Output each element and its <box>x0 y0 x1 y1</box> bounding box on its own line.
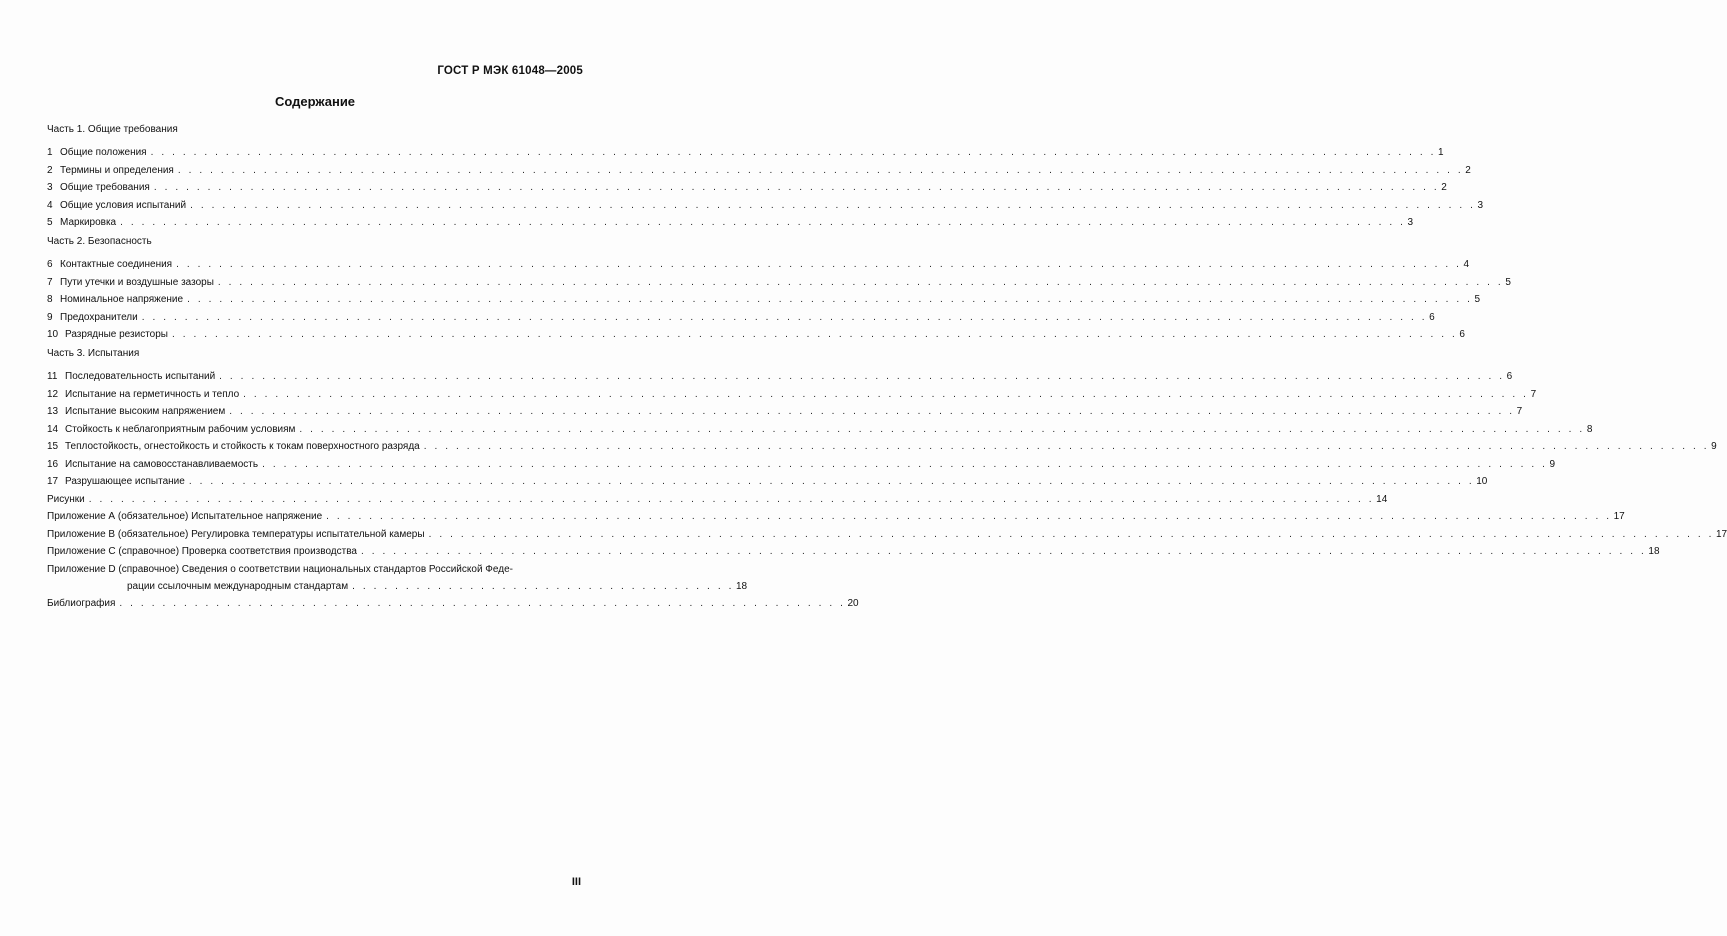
toc-entry-page: 6 <box>1506 371 1513 382</box>
toc-entry[interactable] <box>47 493 1388 506</box>
toc-entry-page: 3 <box>1477 199 1484 211</box>
toc-leader-dots: . . . . . . . . . . . . . . . . . . . . . . . . . . . . . . . . . . . . <box>352 580 734 592</box>
toc-entry-text: Приложение D (справочное) Сведения о соответствии национальных стандартов Российской Феде- <box>47 563 513 575</box>
toc-entry-text: Номинальное напряжение <box>60 294 184 305</box>
toc-entry-page: 9 <box>1711 441 1717 452</box>
toc-entry-page: 3 <box>1407 217 1414 228</box>
toc-part2-list <box>47 259 1511 341</box>
document-header: ГОСТ Р МЭК 61048—2005 <box>437 65 583 77</box>
toc-entry-number: 2 <box>47 164 53 176</box>
toc-leader-dots: . . . . . . . . . . . . . . . . . . . . . . . . . . . . . . . . . . . . . . . . . . . . . . . . . . . . . . . . . . . . . . . . . . . . . . . . . . . . . . . . . . . . . . . . . . . . . . . . . . . . . . . . . . . . . . . . . . . . . . . . <box>150 147 1437 158</box>
toc-leader-dots: . . . . . . . . . . . . . . . . . . . . . . . . . . . . . . . . . . . . . . . . . . . . . . . . . . . . . . . . . . . . . . . . . . . . . . . . . . . . . . . . . . . . . . . . . . . . . . . . . . . . . . . . . . . . . . . . . . . . . . . . <box>188 476 1475 487</box>
toc-leader-dots: . . . . . . . . . . . . . . . . . . . . . . . . . . . . . . . . . . . . . . . . . . . . . . . . . . . . . . . . . . . . . . . . . . . . . . . . . . . . . . . . . . . . . . . . . . . . . . . . . . . . . . . . . . . . . . . . . . . . . . . . <box>219 371 1505 382</box>
toc-entry-appendix-d[interactable] <box>47 563 748 593</box>
toc-entry-page: 10 <box>1476 476 1488 487</box>
toc-entry-text: Рисунки <box>47 493 85 505</box>
toc-entry-number: 16 <box>47 458 59 470</box>
toc-entry-number: 13 <box>47 406 59 417</box>
toc-entry-text: Испытание высоким напряжением <box>65 406 226 417</box>
toc-leader-dots: . . . . . . . . . . . . . . . . . . . . . . . . . . . . . . . . . . . . . . . . . . . . . . . . . . . . . . . . . . . . . . . . . . . . . . . . . . . . . . . . . . . . . . . . . . . . . . . . . . . . . . . . . . . . . . . . . . . . . . . . <box>153 182 1440 193</box>
toc-entry-text: Общие условия испытаний <box>60 199 187 211</box>
toc-entry-page: 5 <box>1474 294 1481 305</box>
toc-entry[interactable] <box>47 511 1625 523</box>
toc-part-heading: Часть 2. Безопасность <box>47 236 152 247</box>
toc-part3-list <box>47 371 1717 488</box>
toc-entry[interactable] <box>47 329 1465 341</box>
toc-entry-page: 14 <box>1376 493 1388 505</box>
toc-entry-number: 1 <box>47 147 53 158</box>
toc-part-heading: Часть 3. Испытания <box>47 348 140 359</box>
toc-entry-number: 12 <box>47 388 59 400</box>
toc-entry-page: 6 <box>1459 329 1465 340</box>
toc-entry-number: 15 <box>47 441 59 452</box>
toc-entry-page: 9 <box>1549 458 1556 470</box>
toc-leader-dots: . . . . . . . . . . . . . . . . . . . . . . . . . . . . . . . . . . . . . . . . . . . . . . . . . . . . . . . . . . . . . . . . . . . . . . . . . . . . . . . . . . . . . . . . . . . . . . . . . . . . . . . . . . . . . . . . . . . . . . . . <box>299 423 1585 435</box>
toc-entry-text: Испытание на самовосстанавливаемость <box>65 458 259 470</box>
toc-entry[interactable] <box>47 528 1727 541</box>
toc-leader-dots: . . . . . . . . . . . . . . . . . . . . . . . . . . . . . . . . . . . . . . . . . . . . . . . . . . . . . . . . . . . . . . . . . . . . . . . . . . . . . . . . . . . . . . . . . . . . . . . . . . . . . . . . . . . . . . . . . . . . . . . . <box>190 199 1476 211</box>
toc-entry-number: 10 <box>47 329 59 340</box>
toc-entry-text: Термины и определения <box>60 164 174 176</box>
toc-part-heading: Часть 1. Общие требования <box>47 124 178 135</box>
toc-entry-number: 9 <box>47 311 53 323</box>
toc-entry[interactable] <box>47 458 1556 471</box>
table-of-contents <box>47 124 1727 616</box>
toc-leader-dots: . . . . . . . . . . . . . . . . . . . . . . . . . . . . . . . . . . . . . . . . . . . . . . . . . . . . . . . . . . . . . . . . . . . . . . . . . . . . . . . . . . . . . . . . . . . . . . . . . . . . . . . . . . . . . . . . . . . . . . . . <box>120 217 1406 228</box>
toc-entry-number: 14 <box>47 423 59 435</box>
toc-leader-dots: . . . . . . . . . . . . . . . . . . . . . . . . . . . . . . . . . . . . . . . . . . . . . . . . . . . . . . . . . . . . . . . . . . . . . . . . . . . . . . . . . . . . . . . . . . . . . . . . . . . . . . . . . . . . . . . . . . . . . . . . <box>171 329 1458 340</box>
toc-entry-text: Приложение А (обязательное) Испытательное напряжение <box>47 511 323 522</box>
toc-entry-page: 18 <box>1648 546 1660 557</box>
toc-entry[interactable] <box>47 217 1414 229</box>
toc-entry[interactable] <box>47 371 1513 383</box>
toc-entry[interactable] <box>47 276 1511 289</box>
toc-leader-dots: . . . . . . . . . . . . . . . . . . . . . . . . . . . . . . . . . . . . . . . . . . . . . . . . . . . . . . . . . . . . . . . . . . . . . . . . . . . . . . . . . . . . . . . . . . . . . . . . . . . . . . . . . . . . . . . . . . . . . . . . <box>141 311 1428 323</box>
toc-entry-bibliography[interactable] <box>47 598 859 610</box>
toc-entry-text: Контактные соединения <box>60 259 173 270</box>
toc-entry-text: Стойкость к неблагоприятным рабочим условиям <box>65 423 296 435</box>
toc-entry-page: 1 <box>1438 147 1444 158</box>
toc-entry-page: 7 <box>1530 388 1537 400</box>
toc-leader-dots: . . . . . . . . . . . . . . . . . . . . . . . . . . . . . . . . . . . . . . . . . . . . . . . . . . . . . . . . . . . . . . . . . . . . . . . . . . . . . . . . . . . . . . . . . . . . . . . . . . . . . . . . . . . . . . . . . . . . . . . . <box>360 546 1647 557</box>
toc-leader-dots: . . . . . . . . . . . . . . . . . . . . . . . . . . . . . . . . . . . . . . . . . . . . . . . . . . . . . . . . . . . . . . . . . . . . . . . . . . . . . . . . . . . . . . . . . . . . . . . . . . . . . . . . . . . . . . . . . . . . . . . . <box>229 406 1515 417</box>
toc-entry[interactable] <box>47 311 1435 324</box>
toc-entry[interactable] <box>47 441 1717 453</box>
toc-entry[interactable] <box>47 406 1523 418</box>
toc-entry-text: Теплостойкость, огнестойкость и стойкость к токам поверхностного разряда <box>65 441 420 452</box>
toc-entry[interactable] <box>47 476 1488 488</box>
toc-extras-list <box>47 493 1727 559</box>
toc-entry-text: Приложение С (справочное) Проверка соответствия производства <box>47 546 357 557</box>
toc-entry-page: 7 <box>1516 406 1523 417</box>
toc-entry[interactable] <box>47 147 1444 159</box>
toc-entry-number: 4 <box>47 199 53 211</box>
toc-entry-text: Последовательность испытаний <box>65 371 216 382</box>
toc-entry[interactable] <box>47 199 1484 212</box>
toc-entry-text: рации ссылочным международным стандартам <box>127 580 349 592</box>
toc-leader-dots: . . . . . . . . . . . . . . . . . . . . . . . . . . . . . . . . . . . . . . . . . . . . . . . . . . . . . . . . . . . . . . . . . . . . . . . . . . . . . . . . . . . . . . . . . . . . . . . . . . . . . . . . . . . . . . . . . . . . . . . . <box>187 294 1473 305</box>
toc-entry[interactable] <box>47 259 1470 271</box>
toc-entry-page: 17 <box>1715 528 1727 540</box>
toc-entry-text: Маркировка <box>60 217 117 228</box>
toc-entry-text: Предохранители <box>60 311 138 323</box>
toc-leader-dots: . . . . . . . . . . . . . . . . . . . . . . . . . . . . . . . . . . . . . . . . . . . . . . . . . . . . . . . . . . . . . . . . . . . . . . . . . . . . . . . . . . . . . . . . . . . . . . . . . . . . . . . . . . . . . . . . . . . . . . . . <box>423 441 1710 452</box>
toc-entry[interactable] <box>47 388 1537 401</box>
page-title: Содержание <box>274 94 356 109</box>
toc-entry-page: 17 <box>1613 511 1625 522</box>
toc-entry-number: 8 <box>47 294 53 305</box>
toc-leader-dots: . . . . . . . . . . . . . . . . . . . . . . . . . . . . . . . . . . . . . . . . . . . . . . . . . . . . . . . . . . . . . . . . . . . . . . . . . . . . . . . . . . . . . . . . . . . . . . . . . . . . . . . . . . . . . . . . . . . . . . . . <box>88 493 1375 505</box>
toc-entry[interactable] <box>47 164 1471 177</box>
toc-entry-text: Испытание на герметичность и тепло <box>65 388 240 400</box>
toc-part1-list <box>47 147 1484 229</box>
toc-entry[interactable] <box>47 182 1447 194</box>
toc-entry-page: 6 <box>1429 311 1435 323</box>
toc-leader-dots: . . . . . . . . . . . . . . . . . . . . . . . . . . . . . . . . . . . . . . . . . . . . . . . . . . . . . . . . . . . . . . . . . . . . . . . . . . . . . . . . . . . . . . . . . . . . . . . . . . . . . . . . . . . . . . . . . . . . . . . . <box>217 276 1504 288</box>
toc-leader-dots: . . . . . . . . . . . . . . . . . . . . . . . . . . . . . . . . . . . . . . . . . . . . . . . . . . . . . . . . . . . . . . . . . . . . . . . . . . . . . . . . . . . . . . . . . . . . . . . . . . . . . . . . . . . . . . . . . . . . . . . . <box>262 458 1548 470</box>
toc-entry-page: 5 <box>1505 276 1511 288</box>
toc-entry-number: 5 <box>47 217 53 228</box>
toc-entry-text: Библиография <box>47 598 116 609</box>
toc-entry-number: 3 <box>47 182 53 193</box>
page-number: III <box>571 876 581 888</box>
toc-entry-number: 17 <box>47 476 59 487</box>
toc-entry-number: 6 <box>47 259 53 270</box>
toc-entry-text: Разрушающее испытание <box>65 476 185 487</box>
toc-entry-page: 20 <box>847 598 859 609</box>
toc-entry-page: 2 <box>1441 182 1447 193</box>
toc-entry-number: 11 <box>47 371 58 382</box>
toc-leader-dots: . . . . . . . . . . . . . . . . . . . . . . . . . . . . . . . . . . . . . . . . . . . . . . . . . . . . . . . . . . . . . . . . . . . . . . . . . . . . . . . . . . . . . . . . . . . . . . . . . . . . . . . . . . . . . . . . . . . . . . . . <box>326 511 1612 522</box>
toc-leader-dots: . . . . . . . . . . . . . . . . . . . . . . . . . . . . . . . . . . . . . . . . . . . . . . . . . . . . . . . . . . . . . . . . . . . . . . . . . . . . . . . . . . . . . . . . . . . . . . . . . . . . . . . . . . . . . . . . . . . . . . . . <box>177 164 1464 176</box>
toc-leader-dots: . . . . . . . . . . . . . . . . . . . . . . . . . . . . . . . . . . . . . . . . . . . . . . . . . . . . . . . . . . . . . . . . . . . . . . . . . . . . . . . . . . . . . . . . . . . . . . . . . . . . . . . . . . . . . . . . . . . . . . . . <box>428 528 1714 540</box>
toc-entry-text: Разрядные резисторы <box>65 329 168 340</box>
toc-entry-page: 4 <box>1463 259 1470 270</box>
toc-entry-text: Общие требования <box>60 182 150 193</box>
toc-leader-dots: . . . . . . . . . . . . . . . . . . . . . . . . . . . . . . . . . . . . . . . . . . . . . . . . . . . . . . . . . . . . . . . . . . . . . . . . . . . . . . . . . . . . . . . . . . . . . . . . . . . . . . . . . . . . . . . . . . . . . . . . <box>176 259 1462 270</box>
toc-leader-dots: . . . . . . . . . . . . . . . . . . . . . . . . . . . . . . . . . . . . . . . . . . . . . . . . . . . . . . . . . . . . . . . . . . . . <box>119 598 846 609</box>
toc-leader-dots: . . . . . . . . . . . . . . . . . . . . . . . . . . . . . . . . . . . . . . . . . . . . . . . . . . . . . . . . . . . . . . . . . . . . . . . . . . . . . . . . . . . . . . . . . . . . . . . . . . . . . . . . . . . . . . . . . . . . . . . . <box>243 388 1529 400</box>
toc-entry-text: Пути утечки и воздушные зазоры <box>60 276 214 288</box>
toc-entry[interactable] <box>47 294 1481 306</box>
toc-entry-number: 7 <box>47 276 53 288</box>
toc-entry-text: Приложение В (обязательное) Регулировка температуры испытательной камеры <box>47 528 425 540</box>
toc-entry-page: 8 <box>1586 423 1593 435</box>
toc-entry[interactable] <box>47 546 1660 558</box>
toc-entry-page: 18 <box>735 580 748 592</box>
toc-entry-text: Общие положения <box>60 147 147 158</box>
toc-entry-page: 2 <box>1465 164 1471 176</box>
toc-entry[interactable] <box>47 423 1593 436</box>
